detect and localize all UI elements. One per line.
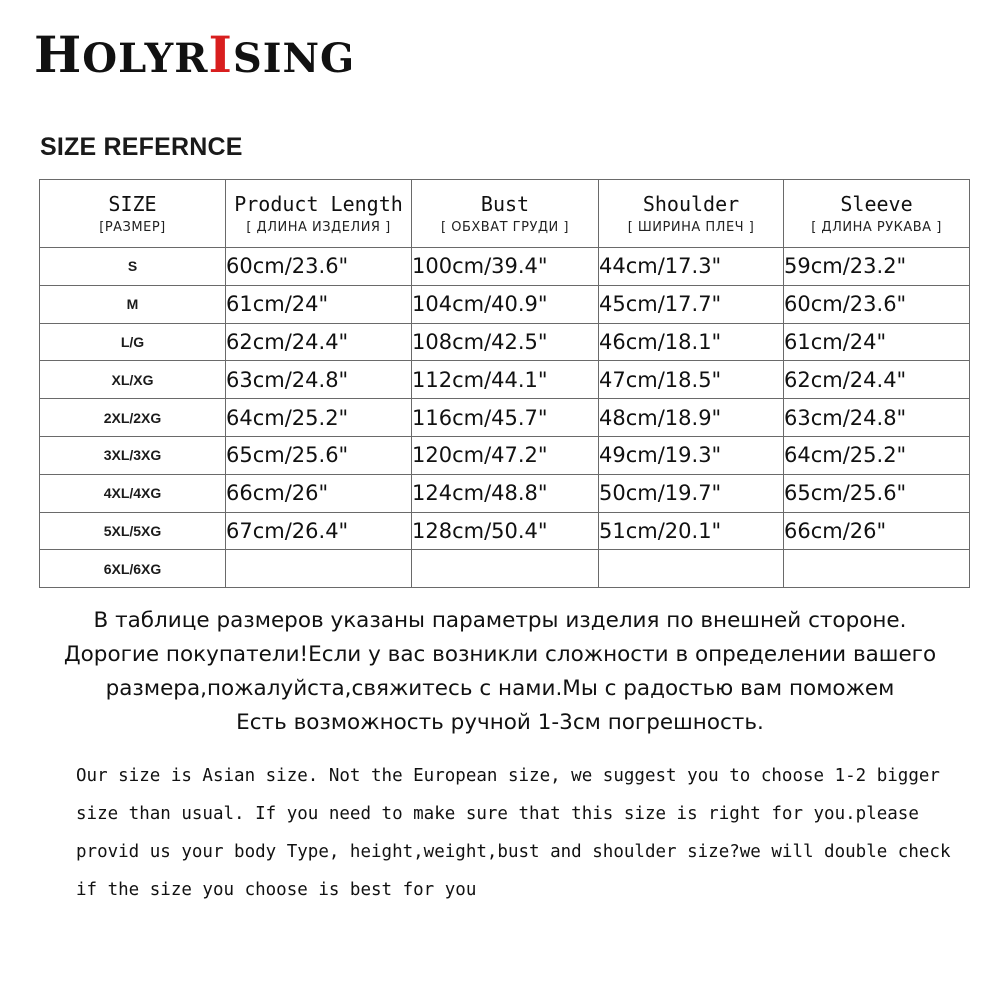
sleeve-cell: 60cm/23.6" bbox=[784, 285, 970, 323]
bust-cell: 120cm/47.2" bbox=[412, 436, 599, 474]
shoulder-cell: 46cm/18.1" bbox=[599, 323, 784, 361]
length-cell: 67cm/26.4" bbox=[226, 512, 412, 550]
russian-note-line: Есть возможность ручной 1-3см погрешность. bbox=[236, 710, 764, 735]
table-row bbox=[40, 512, 970, 550]
bust-cell: 108cm/42.5" bbox=[412, 323, 599, 361]
length-cell: 65cm/25.6" bbox=[226, 436, 412, 474]
header-sleeve: Sleeve [ ДЛИНА РУКАВА ] bbox=[784, 180, 970, 248]
length-cell bbox=[226, 550, 412, 588]
length-cell: 63cm/24.8" bbox=[226, 361, 412, 399]
sleeve-cell: 66cm/26" bbox=[784, 512, 970, 550]
sleeve-cell: 59cm/23.2" bbox=[784, 248, 970, 286]
english-note-line: size than usual. If you need to make sure that this size is right for you.please bbox=[76, 804, 919, 824]
bust-cell: 112cm/44.1" bbox=[412, 361, 599, 399]
russian-note-line: Дорогие покупатели!Если у вас возникли сложности в определении вашего bbox=[63, 642, 937, 667]
size-table bbox=[39, 179, 970, 588]
length-cell: 62cm/24.4" bbox=[226, 323, 412, 361]
header-product-length: Product Length [ ДЛИНА ИЗДЕЛИЯ ] bbox=[226, 180, 412, 248]
header-bust: Bust [ ОБХВАТ ГРУДИ ] bbox=[412, 180, 599, 248]
length-cell: 60cm/23.6" bbox=[226, 248, 412, 286]
size-cell: 5XL/5XG bbox=[40, 512, 226, 550]
russian-note-line: В таблице размеров указаны параметры изделия по внешней стороне. bbox=[93, 608, 907, 633]
table-row bbox=[40, 323, 970, 361]
length-cell: 66cm/26" bbox=[226, 474, 412, 512]
logo-text-part1: OLYR bbox=[82, 35, 209, 82]
shoulder-cell: 50cm/19.7" bbox=[599, 474, 784, 512]
page-title: SIZE REFERNCE bbox=[40, 133, 243, 161]
size-cell: XL/XG bbox=[40, 361, 226, 399]
shoulder-cell: 49cm/19.3" bbox=[599, 436, 784, 474]
length-cell: 61cm/24" bbox=[226, 285, 412, 323]
english-notes bbox=[76, 757, 986, 909]
shoulder-cell: 48cm/18.9" bbox=[599, 399, 784, 437]
bust-cell: 128cm/50.4" bbox=[412, 512, 599, 550]
bust-cell: 116cm/45.7" bbox=[412, 399, 599, 437]
bust-cell bbox=[412, 550, 599, 588]
logo-initial: H bbox=[34, 25, 83, 84]
bust-cell: 100cm/39.4" bbox=[412, 248, 599, 286]
sleeve-cell: 63cm/24.8" bbox=[784, 399, 970, 437]
logo-accent-letter: I bbox=[208, 25, 233, 84]
size-cell: 4XL/4XG bbox=[40, 474, 226, 512]
size-cell: 6XL/6XG bbox=[40, 550, 226, 588]
table-row bbox=[40, 550, 970, 588]
shoulder-cell bbox=[599, 550, 784, 588]
english-note-line: if the size you choose is best for you bbox=[76, 880, 477, 900]
shoulder-cell: 44cm/17.3" bbox=[599, 248, 784, 286]
sleeve-cell: 65cm/25.6" bbox=[784, 474, 970, 512]
sleeve-cell: 62cm/24.4" bbox=[784, 361, 970, 399]
length-cell: 64cm/25.2" bbox=[226, 399, 412, 437]
header-shoulder: Shoulder [ ШИРИНА ПЛЕЧ ] bbox=[599, 180, 784, 248]
shoulder-cell: 47cm/18.5" bbox=[599, 361, 784, 399]
sleeve-cell: 61cm/24" bbox=[784, 323, 970, 361]
header-size: SIZE [РАЗМЕР] bbox=[40, 180, 226, 248]
shoulder-cell: 51cm/20.1" bbox=[599, 512, 784, 550]
brand-logo bbox=[34, 25, 356, 84]
table-row bbox=[40, 285, 970, 323]
russian-note-line: размера,пожалуйста,свяжитесь с нами.Мы с радостью вам поможем bbox=[105, 676, 895, 701]
bust-cell: 104cm/40.9" bbox=[412, 285, 599, 323]
table-row bbox=[40, 248, 970, 286]
table-row bbox=[40, 361, 970, 399]
english-note-line: provid us your body Type, height,weight,bust and shoulder size?we will double check bbox=[76, 842, 951, 862]
sleeve-cell bbox=[784, 550, 970, 588]
size-cell: L/G bbox=[40, 323, 226, 361]
table-header-row bbox=[40, 180, 970, 248]
size-cell: S bbox=[40, 248, 226, 286]
russian-notes bbox=[0, 604, 1000, 740]
table-row bbox=[40, 436, 970, 474]
size-cell: 3XL/3XG bbox=[40, 436, 226, 474]
table-row bbox=[40, 474, 970, 512]
bust-cell: 124cm/48.8" bbox=[412, 474, 599, 512]
shoulder-cell: 45cm/17.7" bbox=[599, 285, 784, 323]
size-cell: 2XL/2XG bbox=[40, 399, 226, 437]
table-row bbox=[40, 399, 970, 437]
logo-text-part2: SING bbox=[232, 35, 356, 82]
sleeve-cell: 64cm/25.2" bbox=[784, 436, 970, 474]
english-note-line: Our size is Asian size. Not the European size, we suggest you to choose 1-2 bigger bbox=[76, 766, 940, 786]
size-cell: M bbox=[40, 285, 226, 323]
